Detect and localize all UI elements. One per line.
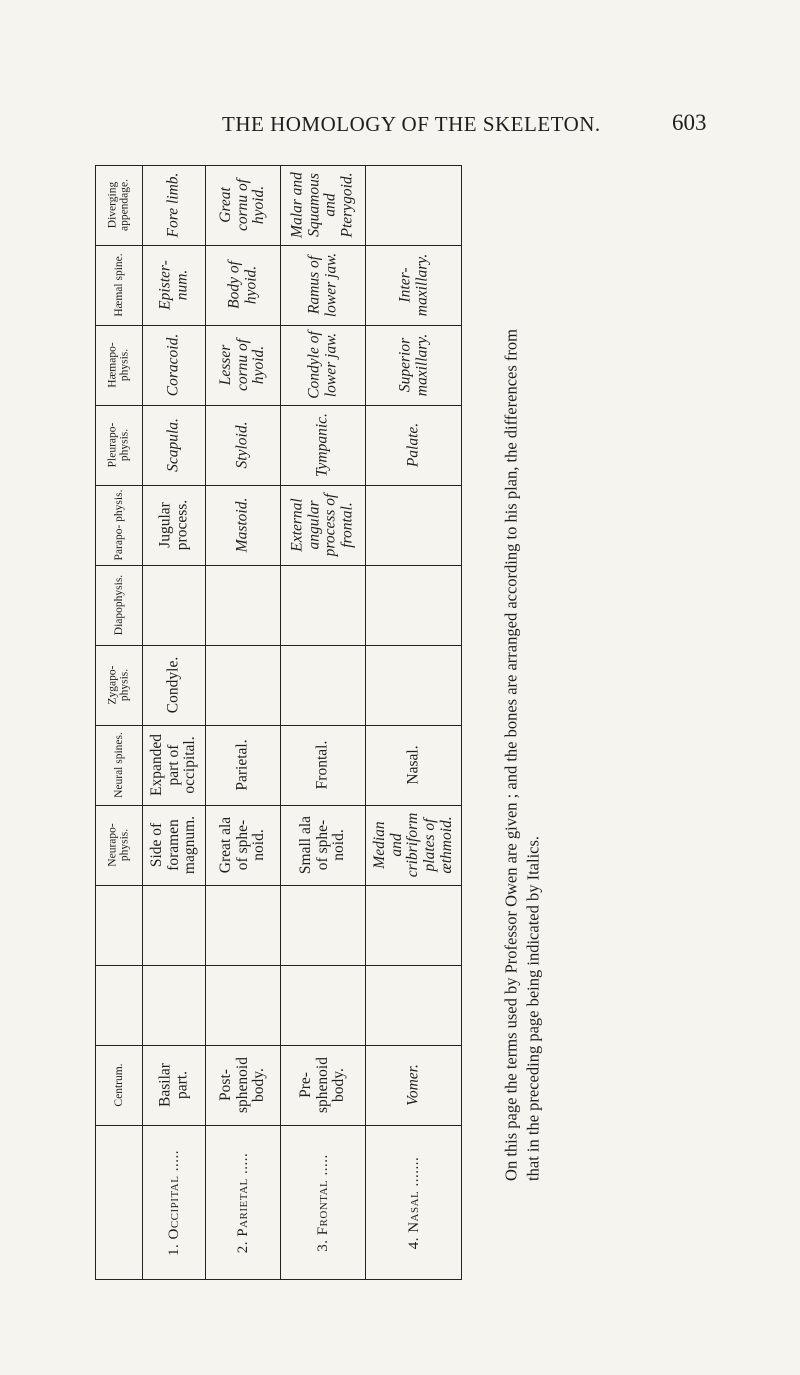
cell-segments-3 bbox=[280, 1125, 365, 1280]
cell-diverging-1-text: Fore limb. bbox=[164, 172, 182, 238]
cell-blank-1-2 bbox=[205, 885, 280, 965]
row-header-zygapophysis bbox=[95, 645, 142, 725]
table-row-diverging bbox=[95, 165, 462, 245]
cell-haemapophysis-2-text: Lesser cornu of hyoid. bbox=[216, 338, 267, 392]
cell-haemal-spine-3 bbox=[280, 245, 365, 325]
cell-diverging-3-text: Malar and Squamous and Pterygoid. bbox=[288, 172, 356, 238]
cell-diapophysis-1 bbox=[142, 565, 205, 645]
cell-parapophysis-1-text: Jugular process. bbox=[155, 499, 190, 551]
cell-haemal-spine-2-text: Body of hyoid. bbox=[224, 261, 259, 309]
cell-neural-spines-4-text: Nasal. bbox=[404, 745, 422, 785]
cell-blank-2-2 bbox=[205, 965, 280, 1045]
cell-haemapophysis-4 bbox=[365, 325, 462, 405]
row-header-haemal-spine-text: Hæmal spine. bbox=[112, 253, 125, 317]
cell-haemapophysis-1-text: Coracoid. bbox=[164, 333, 182, 397]
cell-neural-spines-1 bbox=[142, 725, 205, 805]
cell-segments-4 bbox=[365, 1125, 462, 1280]
cell-neurapophysis-4 bbox=[365, 805, 462, 885]
cell-segments-1-text: 1. Occipital ..... bbox=[165, 1149, 182, 1256]
cell-diapophysis-3 bbox=[280, 565, 365, 645]
table-row-haemapophysis bbox=[95, 325, 462, 405]
row-header-diapophysis-text: Diapophysis. bbox=[112, 574, 125, 636]
cell-blank-1-4 bbox=[365, 885, 462, 965]
cell-neural-spines-3-text: Frontal. bbox=[313, 740, 331, 790]
cell-parapophysis-4 bbox=[365, 485, 462, 565]
cell-parapophysis-1 bbox=[142, 485, 205, 565]
cell-diverging-2-text: Great cornu of hyoid. bbox=[216, 178, 267, 232]
page-number: 603 bbox=[672, 110, 707, 135]
row-header-blank-2 bbox=[95, 965, 142, 1045]
row-header-diverging bbox=[95, 165, 142, 245]
cell-haemapophysis-3 bbox=[280, 325, 365, 405]
cell-centrum-4 bbox=[365, 1045, 462, 1125]
page-title: THE HOMOLOGY OF THE SKELETON. bbox=[222, 112, 601, 136]
table-row-haemal-spine bbox=[95, 245, 462, 325]
cell-pleurapophysis-3 bbox=[280, 405, 365, 485]
cell-segments-4-text: 4. Nasal ....... bbox=[405, 1156, 422, 1249]
cell-segments-2 bbox=[205, 1125, 280, 1280]
cell-blank-2-4 bbox=[365, 965, 462, 1045]
table-row-neurapophysis bbox=[95, 805, 462, 885]
row-header-parapophysis bbox=[95, 485, 142, 565]
cell-blank-1-3 bbox=[280, 885, 365, 965]
side-note-line-1: On this page the terms used by Professor Owen are given ; and the bones are arranged according to his plan, the differences from bbox=[501, 329, 521, 1181]
row-header-neural-spines bbox=[95, 725, 142, 805]
row-header-pleurapophysis bbox=[95, 405, 142, 485]
cell-neurapophysis-4-text: Median and cribriform plates of æthmoid. bbox=[370, 812, 455, 878]
row-header-haemal-spine bbox=[95, 245, 142, 325]
cell-parapophysis-3 bbox=[280, 485, 365, 565]
cell-segments-1 bbox=[142, 1125, 205, 1280]
side-note bbox=[488, 325, 558, 1185]
cell-haemal-spine-2 bbox=[205, 245, 280, 325]
table-row-centrum bbox=[95, 1045, 462, 1125]
cell-pleurapophysis-4-text: Palate. bbox=[404, 422, 422, 468]
row-header-diverging-text: Diverging appendage. bbox=[106, 178, 131, 232]
row-header-neurapophysis-text: Neurapo- physis. bbox=[106, 823, 131, 867]
cell-zygapophysis-3 bbox=[280, 645, 365, 725]
cell-neural-spines-2-text: Parietal. bbox=[233, 739, 251, 791]
cell-parapophysis-3-text: External angular process of frontal. bbox=[288, 493, 356, 557]
cell-segments-2-text: 2. Parietal ..... bbox=[234, 1152, 251, 1253]
cell-neural-spines-1-text: Expanded part of occipital. bbox=[147, 734, 198, 796]
row-header-zygapophysis-text: Zygapo- physis. bbox=[106, 665, 131, 705]
table-row-diapophysis bbox=[95, 565, 462, 645]
row-header-blank-1 bbox=[95, 885, 142, 965]
cell-neurapophysis-2-text: Great ala of sphe- noid. bbox=[216, 816, 267, 874]
row-header-centrum bbox=[95, 1045, 142, 1125]
cell-diverging-3 bbox=[280, 165, 365, 245]
cell-blank-1-1 bbox=[142, 885, 205, 965]
cell-haemapophysis-1 bbox=[142, 325, 205, 405]
cell-pleurapophysis-2-text: Styloid. bbox=[233, 421, 251, 469]
cell-neurapophysis-3 bbox=[280, 805, 365, 885]
cell-pleurapophysis-3-text: Tympanic. bbox=[313, 413, 331, 477]
cell-haemal-spine-4-text: Inter- maxillary. bbox=[395, 253, 430, 317]
cell-pleurapophysis-4 bbox=[365, 405, 462, 485]
cell-neural-spines-3 bbox=[280, 725, 365, 805]
cell-neural-spines-2 bbox=[205, 725, 280, 805]
table-row-segments bbox=[95, 1125, 462, 1280]
cell-centrum-1-text: Basilar part. bbox=[155, 1063, 190, 1107]
table-row-blank-1 bbox=[95, 885, 462, 965]
cell-centrum-4-text: Vomer. bbox=[404, 1064, 422, 1106]
side-note-line-2: that in the preceding page being indicated by Italics. bbox=[524, 835, 543, 1181]
table-row-blank-2 bbox=[95, 965, 462, 1045]
cell-haemal-spine-1-text: Epister- num. bbox=[155, 260, 190, 310]
table-row-zygapophysis bbox=[95, 645, 462, 725]
page-header bbox=[0, 112, 800, 142]
cell-centrum-2 bbox=[205, 1045, 280, 1125]
homology-table bbox=[95, 165, 462, 1280]
cell-haemal-spine-4 bbox=[365, 245, 462, 325]
row-header-pleurapophysis-text: Pleurapo- physis. bbox=[106, 422, 131, 468]
cell-blank-2-3 bbox=[280, 965, 365, 1045]
cell-blank-2-1 bbox=[142, 965, 205, 1045]
cell-neurapophysis-1-text: Side of foramen magnum. bbox=[147, 815, 198, 875]
cell-haemapophysis-4-text: Superior maxillary. bbox=[395, 333, 430, 397]
cell-segments-3-text: 3. Frontal ..... bbox=[314, 1153, 331, 1252]
row-header-haemapophysis bbox=[95, 325, 142, 405]
row-header-segments bbox=[95, 1125, 142, 1280]
row-header-parapophysis-text: Parapo- physis. bbox=[112, 489, 125, 561]
cell-diapophysis-4 bbox=[365, 565, 462, 645]
cell-zygapophysis-1-text: Condyle. bbox=[164, 656, 182, 714]
cell-neurapophysis-1 bbox=[142, 805, 205, 885]
row-header-neural-spines-text: Neural spines. bbox=[112, 732, 125, 798]
cell-diverging-1 bbox=[142, 165, 205, 245]
cell-haemal-spine-3-text: Ramus of lower jaw. bbox=[304, 252, 339, 318]
cell-diverging-2 bbox=[205, 165, 280, 245]
cell-neural-spines-4 bbox=[365, 725, 462, 805]
cell-zygapophysis-1 bbox=[142, 645, 205, 725]
cell-parapophysis-2-text: Mastoid. bbox=[233, 497, 251, 553]
cell-centrum-1 bbox=[142, 1045, 205, 1125]
cell-neurapophysis-3-text: Small ala of sphe- noid. bbox=[296, 815, 347, 875]
cell-haemapophysis-3-text: Condyle of lower jaw. bbox=[304, 331, 339, 399]
row-header-diapophysis bbox=[95, 565, 142, 645]
cell-centrum-3-text: Pre- sphenoid body. bbox=[296, 1057, 347, 1113]
cell-parapophysis-2 bbox=[205, 485, 280, 565]
row-header-centrum-text: Centrum. bbox=[112, 1063, 125, 1107]
cell-haemapophysis-2 bbox=[205, 325, 280, 405]
cell-pleurapophysis-2 bbox=[205, 405, 280, 485]
table-row-parapophysis bbox=[95, 485, 462, 565]
row-header-neurapophysis bbox=[95, 805, 142, 885]
cell-centrum-3 bbox=[280, 1045, 365, 1125]
row-header-haemapophysis-text: Hæmapo- physis. bbox=[106, 342, 131, 388]
cell-zygapophysis-2 bbox=[205, 645, 280, 725]
table-row-neural-spines bbox=[95, 725, 462, 805]
cell-pleurapophysis-1-text: Scapula. bbox=[164, 418, 182, 472]
cell-zygapophysis-4 bbox=[365, 645, 462, 725]
cell-diverging-4 bbox=[365, 165, 462, 245]
cell-diapophysis-2 bbox=[205, 565, 280, 645]
cell-centrum-2-text: Post- sphenoid body. bbox=[216, 1057, 267, 1113]
cell-pleurapophysis-1 bbox=[142, 405, 205, 485]
cell-haemal-spine-1 bbox=[142, 245, 205, 325]
cell-neurapophysis-2 bbox=[205, 805, 280, 885]
table-row-pleurapophysis bbox=[95, 405, 462, 485]
